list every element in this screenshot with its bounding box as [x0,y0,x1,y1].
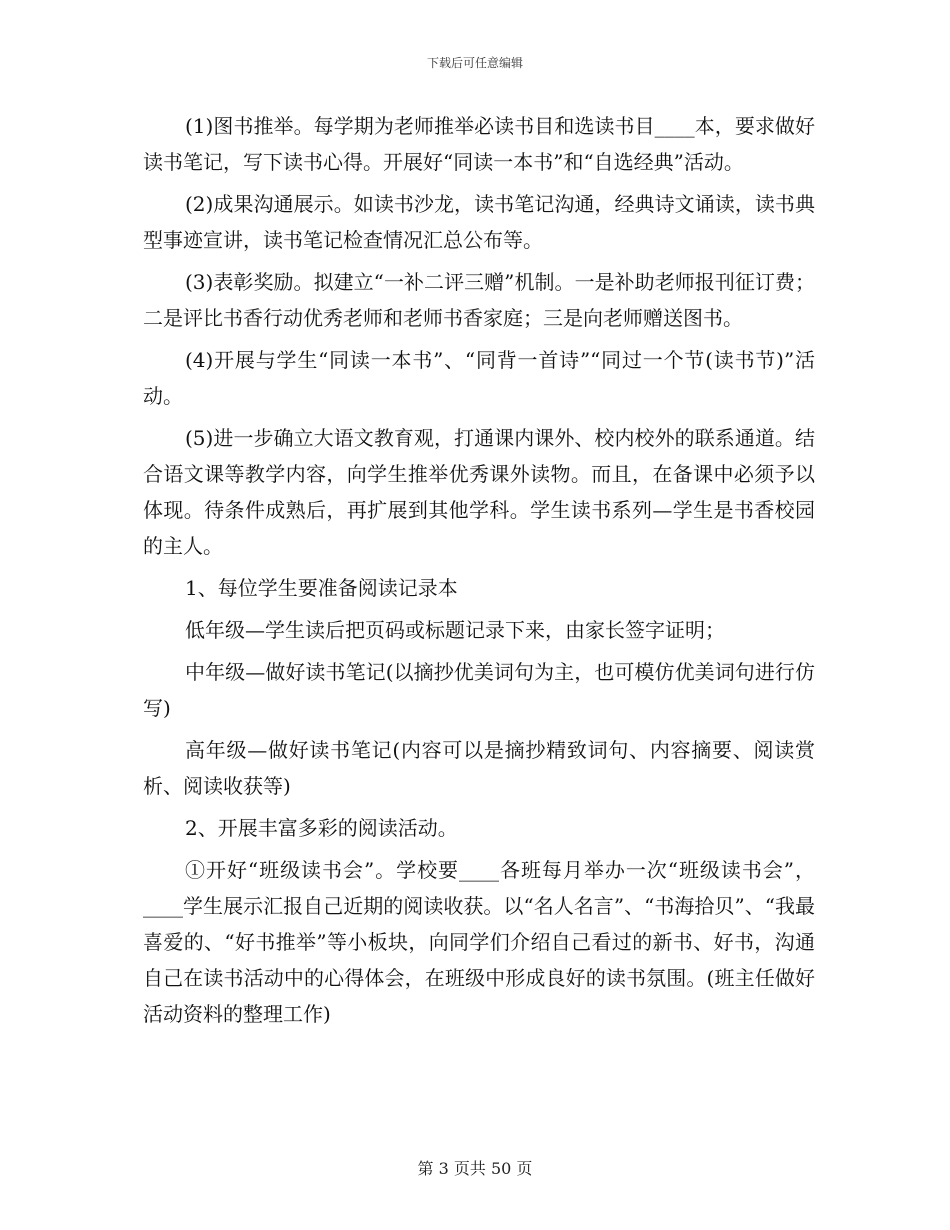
page-header: 下载后可任意编辑 [426,56,523,70]
paragraph-results-exchange: (2)成果沟通展示。如读书沙龙，读书笔记沟通，经典诗文诵读，读书典型事迹宣讲，读书笔记检查情况汇总公布等。 [143,192,815,252]
paragraph-chinese-education: (5)进一步确立大语文教育观，打通课内课外、校内校外的联系通道。结合语文课等教学内容，向学生推举优秀课外读物。而且，在备课中必须予以体现。待条件成熟后，再扩展到其他学科。学生读书系列—学生是书香校园的主人。 [143,426,815,558]
paragraph-class-reading-club: ①开好“班级读书会”。学校要____各班每月举办一次“班级读书会”，____学生展示汇报自己近期的阅读收获。以“名人名言”、“书海拾贝”、“我最喜爱的、“好书推举”等小板块，向同学们介绍自己看过的新书、好书，沟通自己在读书活动中的心得体会，在班级中形成良好的读书氛围。(班主任做好活动资料的整理工作) [143,858,815,1026]
document-body [143,108,815,1038]
paragraph-reading-activities: 2、开展丰富多彩的阅读活动。 [185,816,458,840]
paragraph-commendation: (3)表彰奖励。拟建立“一补二评三赠”机制。一是补助老师报刊征订费；二是评比书香行动优秀老师和老师书香家庭；三是向老师赠送图书。 [143,270,815,330]
page-number: 第 3 页共 50 页 [417,1159,533,1178]
paragraph-reading-record: 1、每位学生要准备阅读记录本 [185,576,458,600]
paragraph-lower-grade: 低年级—学生读后把页码或标题记录下来，由家长签字证明； [185,618,725,642]
paragraph-upper-grade: 高年级—做好读书笔记(内容可以是摘抄精致词句、内容摘要、阅读赏析、阅读收获等) [143,738,815,798]
paragraph-student-activities: (4)开展与学生“同读一本书”、“同背一首诗”“同过一个节(读书节)”活动。 [143,348,815,408]
paragraph-book-recommendation: (1)图书推举。每学期为老师推举必读书目和选读书目____本，要求做好读书笔记，写下读书心得。开展好“同读一本书”和“自选经典”活动。 [143,114,815,174]
paragraph-middle-grade: 中年级—做好读书笔记(以摘抄优美词句为主，也可模仿优美词句进行仿写) [143,660,815,720]
